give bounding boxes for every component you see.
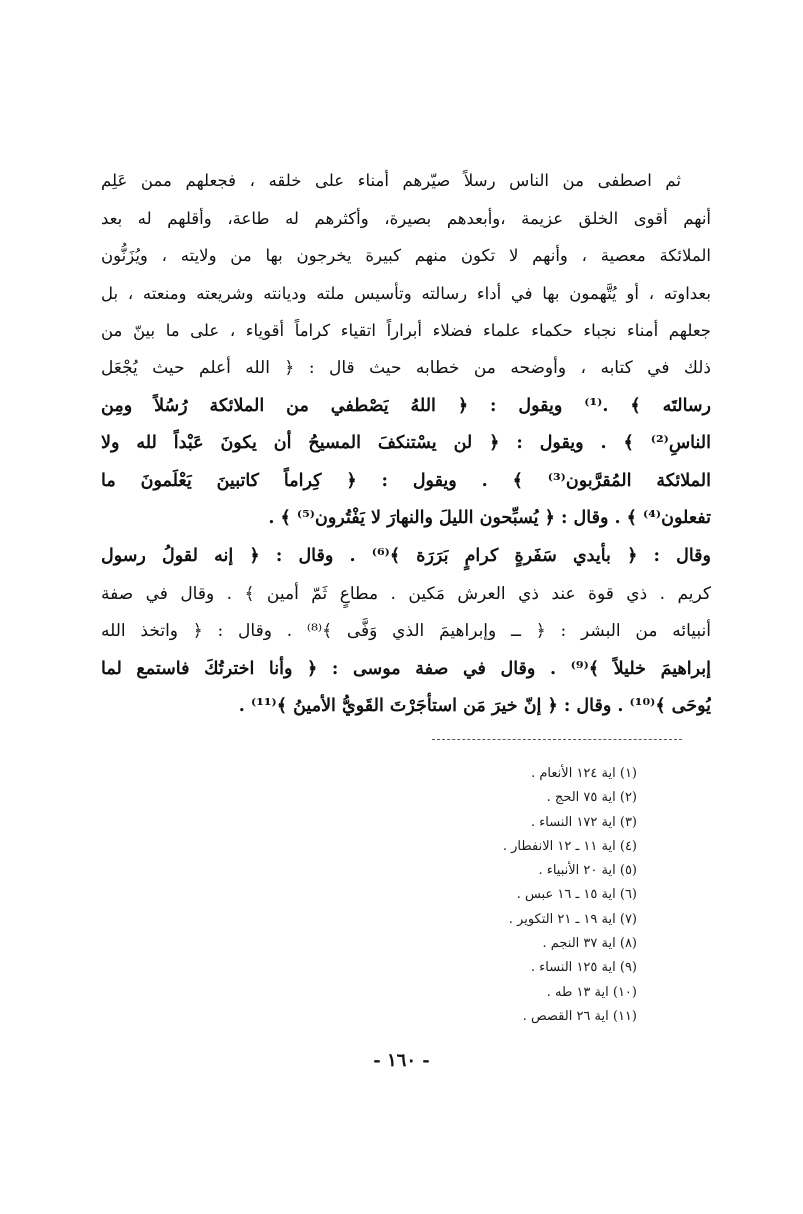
text-line: ذلك في كتابه ، وأوضحه من خطابه حيث قال : ﴿ الله أعلم حيث يُجْعَل — [101, 357, 711, 378]
footnote-item: (١) اية ١٢٤ الأنعام . — [531, 766, 637, 781]
text-line: وقال : ﴿ بأيدي سَفَرةٍ كرامٍ بَرَرَة ﴾⁽⁶⁾ . وقال : ﴿ إنه لقولُ رسول — [101, 545, 711, 566]
text-line: الملائكة معصية ، وأنهم لا تكون منهم كبيرة يخرجون بها من ولايته ، ويُزَنُّون — [101, 246, 711, 266]
footnote-item: (١١) اية ٢٦ القصص . — [522, 1008, 637, 1024]
footnote-item: (٥) اية ٢٠ الأنبياء . — [538, 863, 637, 879]
text-line: ثم اصطفى من الناس رسلاً صيّرهم أمناء على خلقه ، فجعلهم ممن عَلِم — [101, 171, 681, 190]
footnote-item: (٢) اية ٧٥ الحج . — [546, 790, 637, 806]
text-line: أنهم أقوى الخلق عزيمة ،وأبعدهم بصيرة، وأكثرهم له طاعة، وأقلهم له بعد — [101, 208, 711, 228]
footnote-item: (٧) اية ١٩ ـ ٢١ التكوير . — [508, 911, 637, 927]
text-line: أنبيائه من البشر : ﴿ ــ وإبراهيمَ الذي وَفَّى ﴾⁽⁸⁾ . وقال : ﴿ واتخذ الله — [101, 621, 711, 642]
text-line: الناسِ⁽²⁾ ﴾ . ويقول : ﴿ لن يسْتنكفَ المسيحُ أن يكونَ عَبْداً لله ولا — [101, 433, 711, 454]
text-line: بعداوته ، أو يُتَّهمون بها في أداء رسالته وتأسيس ملته وديانته وشريعته ومنعته ، بل — [101, 283, 711, 303]
text-line: كريم . ذي قوة عند ذي العرش مَكين . مطاعٍ ثَمّ أمين ﴾ . وقال في صفة — [101, 583, 711, 604]
main-text-block — [101, 162, 711, 726]
page-number: - ١٦٠ - — [373, 1050, 430, 1071]
text-line: تفعلون⁽⁴⁾ ﴾ . وقال : ﴿ يُسبِّحون الليلَ والنهارَ لا يَفْتُرون⁽⁵⁾ ﴾ . — [268, 508, 711, 529]
text-line: إبراهيمَ خليلاً ﴾⁽⁹⁾ . وقال في صفة موسى : ﴿ وأنا اخترتُكَ فاستمع لما — [101, 658, 711, 679]
text-line: جعلهم أمناء نجباء حكماء علماء فضلاء أبراراً اتقياء كراماً أقوياء ، على ما بينّ من — [101, 321, 711, 341]
footnotes — [503, 762, 637, 1029]
footnote-item: (٤) اية ١١ ـ ١٢ الانفطار . — [502, 838, 637, 854]
footnote-item: (٣) اية ١٧٢ النساء . — [530, 814, 637, 830]
text-line: يُوحَى ﴾⁽¹⁰⁾ . وقال : ﴿ إنّ خيرَ مَن استأجَرْتَ القَويُّ الأمينُ ﴾⁽¹¹⁾ . — [238, 696, 711, 717]
text-line: رسالتَه ﴾ .⁽¹⁾ ويقول : ﴿ اللهُ يَصْطفي من الملائكة رُسُلاً ومِن — [101, 395, 711, 416]
footnote-divider — [432, 739, 682, 740]
footnote-item: (٨) اية ٣٧ النجم . — [542, 936, 637, 952]
footnote-item: (٩) اية ١٢٥ النساء . — [530, 960, 637, 976]
text-line: الملائكة المُقرَّبون⁽³⁾ ﴾ . ويقول : ﴿ كِراماً كاتبينَ يَعْلَمونَ ما — [101, 470, 711, 491]
footnote-item: (١٠) اية ١٣ طه . — [546, 984, 637, 1000]
footnote-item: (٦) اية ١٥ ـ ١٦ عبس . — [516, 887, 637, 903]
